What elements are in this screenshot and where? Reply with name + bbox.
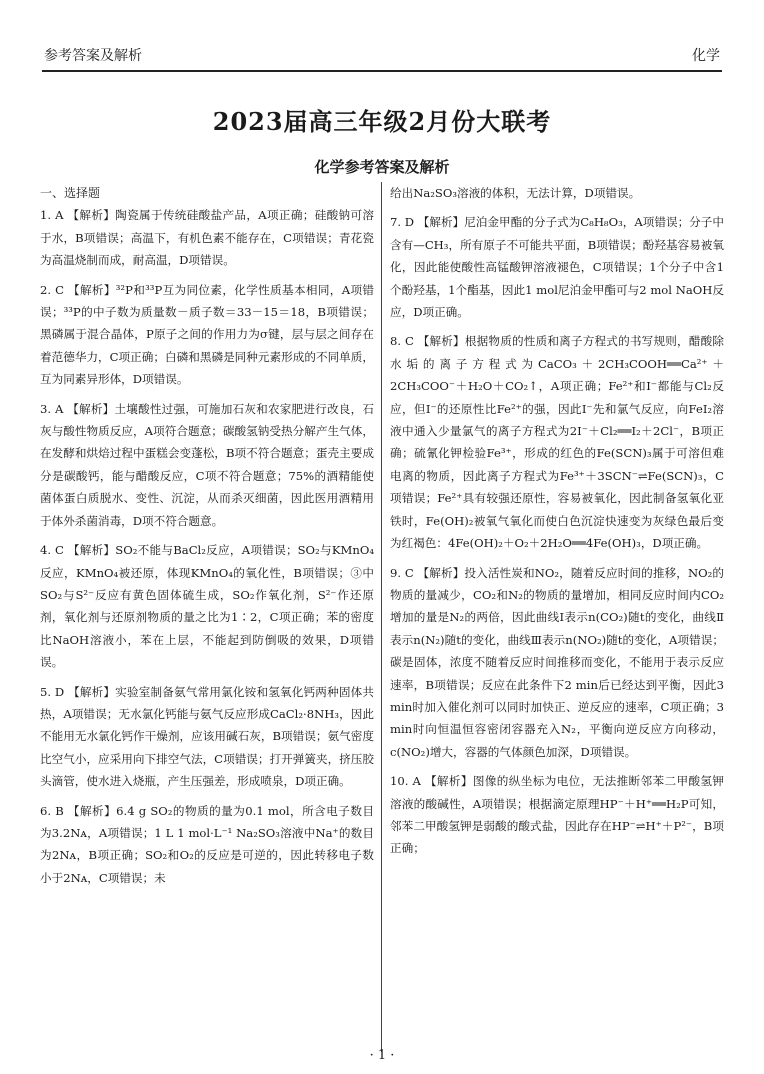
section-heading: 一、选择题 <box>40 186 101 200</box>
answer-item-1: 1. A 【解析】陶瓷属于传统硅酸盐产品，A项正确；硅酸钠可溶于水，B项错误；高温下，有机色素不能存在，C项错误；青花瓷为高温烧制而成，耐高温，D项错误。 <box>40 208 374 268</box>
answer-item-2: 2. C 【解析】³²P和³³P互为同位素，化学性质基本相同，A项错误；³³P的中子数为质量数－质子数＝33－15＝18，B项错误；黑磷属于混合晶体，P原子之间的作用力为σ键，层与层之间存在着范德华力，C项正确；白磷和黑磷是同种元素形成的不同单质，互为同素异形体，D项错误。 <box>40 282 374 387</box>
page-title: 2023届高三年级2月份大联考 <box>212 107 552 136</box>
page-subtitle: 化学参考答案及解析 <box>314 158 450 176</box>
answer-item-6: 6. B 【解析】6.4 g SO₂的物质的量为0.1 mol，所含电子数目为3.2Nᴀ，A项错误；1 L 1 mol·L⁻¹ Na₂SO₃溶液中Na⁺的数目为2Nᴀ，B项正确；SO₂和O₂的反应是可逆的，因此转移电子数小于2Nᴀ，C项错误；未 <box>40 803 374 885</box>
answer-item-7: 7. D 【解析】尼泊金甲酯的分子式为C₈H₈O₃，A项错误；分子中含有—CH₃，所有原子不可能共平面，B项错误；酚羟基容易被氧化，因此能使酸性高锰酸钾溶液褪色，C项错误；1个分子中含1个酚羟基，1个酯基，因此1 mol尼泊金甲酯可与2 mol NaOH反应，D项正确。 <box>390 215 724 320</box>
answer-item-5: 5. D 【解析】实验室制备氨气常用氯化铵和氢氧化钙两种固体共热，A项错误；无水氯化钙能与氨气反应形成CaCl₂·8NH₃，因此不能用无水氯化钙作干燥剂，应该用碱石灰，B项错误；氨气密度比空气小，应采用向下排空气法，C项错误；打开弹簧夹，挤压胶头滴管，使水进入烧瓶，产生压强差，形成喷泉，D项正确。 <box>40 684 374 789</box>
left-column <box>40 182 374 896</box>
answer-item-8: 8. C 【解析】根据物质的性质和离子方程式的书写规则，醋酸除水垢的离子方程式为CaCO₃＋2CH₃COOH══Ca²⁺＋2CH₃COO⁻＋H₂O＋CO₂↑，A项正确；Fe²⁺和I⁻都能与Cl₂反应，但I⁻的还原性比Fe²⁺的强，因此I⁻先和氯气反应，向FeI₂溶液中通入少量氯气的离子方程式为2I⁻＋Cl₂══I₂＋2Cl⁻，B项正确；硫氰化钾检验Fe³⁺，形成的红色的Fe(SCN)₃属于可溶但难电离的物质，因此离子方程式为Fe³⁺＋3SCN⁻⇌Fe(SCN)₃，C项错误；Fe²⁺具有较强还原性，容易被氧化，因此制备氢氧化亚铁时，Fe(OH)₂被氧气氧化而使白色沉淀快速变为灰绿色最后变为红褐色：4Fe(OH)₂＋O₂＋2H₂O══4Fe(OH)₃，D项正确。 <box>390 334 724 551</box>
answer-item-6-continued: 给出Na₂SO₃溶液的体积，无法计算，D项错误。 <box>390 186 641 200</box>
column-divider <box>381 182 382 1052</box>
answer-item-3: 3. A 【解析】土壤酸性过强，可施加石灰和农家肥进行改良，石灰与酸性物质反应，A项符合题意；碳酸氢钠受热分解产生气体，在发酵和烘焙过程中蛋糕会变蓬松，B项不符合题意；蛋壳主要成分是碳酸钙，能与醋酸反应，C项不符合题意；75%的酒精能使菌体蛋白质脱水、变性、沉淀，从而杀灭细菌，因此医用酒精用于体外杀菌消毒，D项不符合题意。 <box>40 401 374 528</box>
answer-item-10: 10. A 【解析】图像的纵坐标为电位，无法推断邻苯二甲酸氢钾溶液的酸碱性，A项错误；根据滴定原理HP⁻＋H⁺══H₂P可知，邻苯二甲酸氢钾是弱酸的酸式盐，因此存在HP⁻⇌H⁺＋P²⁻，B项正确； <box>390 774 724 856</box>
answer-item-9: 9. C 【解析】投入活性炭和NO₂，随着反应时间的推移，NO₂的物质的量减少，CO₂和N₂的物质的量增加，相同反应时间内CO₂增加的量是N₂的两倍，因此曲线Ⅰ表示n(CO₂)随t的变化，曲线Ⅱ表示n(N₂)随t的变化，曲线Ⅲ表示n(NO₂)随t的变化，A项错误；碳是固体，浓度不随着反应时间推移而变化，不能用于表示反应速率，B项错误；反应在此条件下2 min后已经达到平衡，因此3 min时加入催化剂可以同时加快正、逆反应的速率，C项正确；3 min时向恒温恒容密闭容器充入N₂，平衡向逆反应方向移动，c(NO₂)增大，容器的气体颜色加深，D项错误。 <box>390 565 724 759</box>
header-subject: 化学 <box>692 48 720 64</box>
page-number: · 1 · <box>369 1048 395 1063</box>
answer-item-4: 4. C 【解析】SO₂不能与BaCl₂反应，A项错误；SO₂与KMnO₄反应，KMnO₄被还原，体现KMnO₄的氧化性，B项错误；③中SO₂与S²⁻反应有黄色固体硫生成，SO₂作氧化剂，S²⁻作还原剂，氧化剂与还原剂物质的量之比为1∶2，C项正确；苯的密度比NaOH溶液小，苯在上层，不能起到防倒吸的效果，D项错误。 <box>40 543 374 670</box>
page-header <box>42 42 722 72</box>
header-left-text: 参考答案及解析 <box>44 48 142 64</box>
right-column <box>390 182 724 867</box>
